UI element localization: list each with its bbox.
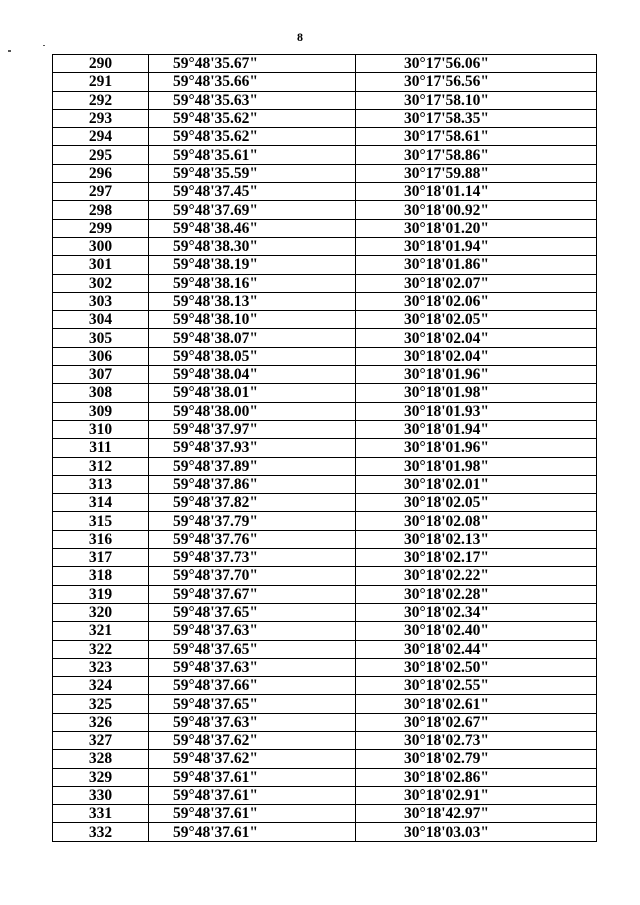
coordinates-table-body — [53, 55, 597, 842]
table-row — [53, 109, 597, 127]
latitude-cell: 59°48'37.65" — [149, 640, 356, 658]
longitude-cell: 30°17'56.56" — [356, 73, 597, 91]
table-row — [53, 402, 597, 420]
latitude-cell: 59°48'37.63" — [149, 658, 356, 676]
latitude-cell: 59°48'38.46" — [149, 219, 356, 237]
table-row — [53, 420, 597, 438]
point-number-cell: 306 — [53, 347, 149, 365]
longitude-cell: 30°17'59.88" — [356, 164, 597, 182]
scan-speck — [8, 50, 11, 52]
table-row — [53, 146, 597, 164]
longitude-cell: 30°18'02.04" — [356, 347, 597, 365]
coordinates-table — [52, 54, 597, 842]
table-row — [53, 603, 597, 621]
point-number-cell: 325 — [53, 695, 149, 713]
table-row — [53, 585, 597, 603]
latitude-cell: 59°48'37.63" — [149, 713, 356, 731]
latitude-cell: 59°48'38.13" — [149, 292, 356, 310]
latitude-cell: 59°48'38.30" — [149, 237, 356, 255]
longitude-cell: 30°17'58.86" — [356, 146, 597, 164]
longitude-cell: 30°18'02.34" — [356, 603, 597, 621]
table-row — [53, 366, 597, 384]
latitude-cell: 59°48'38.01" — [149, 384, 356, 402]
point-number-cell: 316 — [53, 530, 149, 548]
table-row — [53, 494, 597, 512]
latitude-cell: 59°48'37.62" — [149, 731, 356, 749]
table-row — [53, 640, 597, 658]
point-number-cell: 315 — [53, 512, 149, 530]
point-number-cell: 319 — [53, 585, 149, 603]
longitude-cell: 30°17'58.10" — [356, 91, 597, 109]
point-number-cell: 331 — [53, 805, 149, 823]
latitude-cell: 59°48'37.82" — [149, 494, 356, 512]
latitude-cell: 59°48'35.59" — [149, 164, 356, 182]
latitude-cell: 59°48'37.89" — [149, 457, 356, 475]
latitude-cell: 59°48'37.63" — [149, 622, 356, 640]
longitude-cell: 30°18'01.96" — [356, 366, 597, 384]
longitude-cell: 30°18'02.05" — [356, 494, 597, 512]
latitude-cell: 59°48'37.61" — [149, 786, 356, 804]
point-number-cell: 326 — [53, 713, 149, 731]
longitude-cell: 30°18'02.61" — [356, 695, 597, 713]
longitude-cell: 30°17'56.06" — [356, 55, 597, 73]
point-number-cell: 328 — [53, 750, 149, 768]
scan-speck — [43, 45, 45, 46]
longitude-cell: 30°18'02.67" — [356, 713, 597, 731]
latitude-cell: 59°48'38.16" — [149, 274, 356, 292]
point-number-cell: 299 — [53, 219, 149, 237]
longitude-cell: 30°18'02.55" — [356, 677, 597, 695]
point-number-cell: 330 — [53, 786, 149, 804]
latitude-cell: 59°48'38.05" — [149, 347, 356, 365]
table-row — [53, 91, 597, 109]
table-row — [53, 292, 597, 310]
point-number-cell: 302 — [53, 274, 149, 292]
table-row — [53, 658, 597, 676]
latitude-cell: 59°48'38.19" — [149, 256, 356, 274]
longitude-cell: 30°18'02.28" — [356, 585, 597, 603]
point-number-cell: 296 — [53, 164, 149, 182]
point-number-cell: 314 — [53, 494, 149, 512]
point-number-cell: 312 — [53, 457, 149, 475]
longitude-cell: 30°18'01.96" — [356, 439, 597, 457]
table-row — [53, 823, 597, 841]
latitude-cell: 59°48'35.61" — [149, 146, 356, 164]
point-number-cell: 329 — [53, 768, 149, 786]
table-row — [53, 329, 597, 347]
longitude-cell: 30°18'02.91" — [356, 786, 597, 804]
table-row — [53, 567, 597, 585]
latitude-cell: 59°48'37.67" — [149, 585, 356, 603]
longitude-cell: 30°18'01.93" — [356, 402, 597, 420]
point-number-cell: 320 — [53, 603, 149, 621]
point-number-cell: 295 — [53, 146, 149, 164]
longitude-cell: 30°18'02.44" — [356, 640, 597, 658]
latitude-cell: 59°48'37.45" — [149, 183, 356, 201]
longitude-cell: 30°18'02.22" — [356, 567, 597, 585]
point-number-cell: 309 — [53, 402, 149, 420]
latitude-cell: 59°48'35.62" — [149, 128, 356, 146]
longitude-cell: 30°18'02.13" — [356, 530, 597, 548]
longitude-cell: 30°18'02.79" — [356, 750, 597, 768]
table-row — [53, 805, 597, 823]
table-row — [53, 677, 597, 695]
longitude-cell: 30°18'02.05" — [356, 311, 597, 329]
longitude-cell: 30°18'01.98" — [356, 457, 597, 475]
table-row — [53, 713, 597, 731]
latitude-cell: 59°48'37.61" — [149, 823, 356, 841]
table-row — [53, 73, 597, 91]
longitude-cell: 30°18'02.06" — [356, 292, 597, 310]
table-row — [53, 384, 597, 402]
point-number-cell: 293 — [53, 109, 149, 127]
table-row — [53, 183, 597, 201]
latitude-cell: 59°48'37.73" — [149, 549, 356, 567]
table-row — [53, 622, 597, 640]
latitude-cell: 59°48'38.10" — [149, 311, 356, 329]
table-row — [53, 530, 597, 548]
point-number-cell: 301 — [53, 256, 149, 274]
point-number-cell: 308 — [53, 384, 149, 402]
table-row — [53, 347, 597, 365]
longitude-cell: 30°18'01.94" — [356, 420, 597, 438]
latitude-cell: 59°48'37.66" — [149, 677, 356, 695]
table-row — [53, 55, 597, 73]
longitude-cell: 30°17'58.35" — [356, 109, 597, 127]
point-number-cell: 297 — [53, 183, 149, 201]
table-row — [53, 695, 597, 713]
point-number-cell: 323 — [53, 658, 149, 676]
latitude-cell: 59°48'35.67" — [149, 55, 356, 73]
point-number-cell: 321 — [53, 622, 149, 640]
longitude-cell: 30°18'01.98" — [356, 384, 597, 402]
table-row — [53, 786, 597, 804]
point-number-cell: 322 — [53, 640, 149, 658]
point-number-cell: 318 — [53, 567, 149, 585]
table-row — [53, 237, 597, 255]
longitude-cell: 30°18'02.08" — [356, 512, 597, 530]
point-number-cell: 332 — [53, 823, 149, 841]
table-row — [53, 219, 597, 237]
latitude-cell: 59°48'38.04" — [149, 366, 356, 384]
longitude-cell: 30°18'02.73" — [356, 731, 597, 749]
point-number-cell: 313 — [53, 475, 149, 493]
longitude-cell: 30°18'01.20" — [356, 219, 597, 237]
table-row — [53, 311, 597, 329]
latitude-cell: 59°48'37.97" — [149, 420, 356, 438]
point-number-cell: 292 — [53, 91, 149, 109]
latitude-cell: 59°48'38.00" — [149, 402, 356, 420]
longitude-cell: 30°18'02.50" — [356, 658, 597, 676]
table-row — [53, 731, 597, 749]
latitude-cell: 59°48'37.61" — [149, 805, 356, 823]
table-row — [53, 475, 597, 493]
longitude-cell: 30°18'02.17" — [356, 549, 597, 567]
longitude-cell: 30°18'02.40" — [356, 622, 597, 640]
point-number-cell: 300 — [53, 237, 149, 255]
point-number-cell: 304 — [53, 311, 149, 329]
longitude-cell: 30°18'02.86" — [356, 768, 597, 786]
latitude-cell: 59°48'37.62" — [149, 750, 356, 768]
table-row — [53, 439, 597, 457]
latitude-cell: 59°48'35.63" — [149, 91, 356, 109]
latitude-cell: 59°48'37.86" — [149, 475, 356, 493]
latitude-cell: 59°48'37.65" — [149, 603, 356, 621]
latitude-cell: 59°48'37.93" — [149, 439, 356, 457]
point-number-cell: 298 — [53, 201, 149, 219]
longitude-cell: 30°18'02.04" — [356, 329, 597, 347]
latitude-cell: 59°48'37.70" — [149, 567, 356, 585]
point-number-cell: 310 — [53, 420, 149, 438]
point-number-cell: 294 — [53, 128, 149, 146]
page-number: 8 — [297, 30, 303, 44]
table-row — [53, 549, 597, 567]
longitude-cell: 30°18'02.07" — [356, 274, 597, 292]
latitude-cell: 59°48'35.62" — [149, 109, 356, 127]
point-number-cell: 317 — [53, 549, 149, 567]
latitude-cell: 59°48'37.65" — [149, 695, 356, 713]
point-number-cell: 324 — [53, 677, 149, 695]
table-row — [53, 457, 597, 475]
table-row — [53, 768, 597, 786]
longitude-cell: 30°18'02.01" — [356, 475, 597, 493]
latitude-cell: 59°48'37.79" — [149, 512, 356, 530]
longitude-cell: 30°18'03.03" — [356, 823, 597, 841]
longitude-cell: 30°17'58.61" — [356, 128, 597, 146]
table-row — [53, 128, 597, 146]
latitude-cell: 59°48'38.07" — [149, 329, 356, 347]
point-number-cell: 307 — [53, 366, 149, 384]
longitude-cell: 30°18'00.92" — [356, 201, 597, 219]
longitude-cell: 30°18'01.86" — [356, 256, 597, 274]
point-number-cell: 327 — [53, 731, 149, 749]
point-number-cell: 290 — [53, 55, 149, 73]
point-number-cell: 305 — [53, 329, 149, 347]
table-row — [53, 201, 597, 219]
latitude-cell: 59°48'35.66" — [149, 73, 356, 91]
latitude-cell: 59°48'37.69" — [149, 201, 356, 219]
table-row — [53, 164, 597, 182]
point-number-cell: 291 — [53, 73, 149, 91]
table-row — [53, 512, 597, 530]
table-row — [53, 750, 597, 768]
longitude-cell: 30°18'01.14" — [356, 183, 597, 201]
table-row — [53, 256, 597, 274]
longitude-cell: 30°18'01.94" — [356, 237, 597, 255]
point-number-cell: 311 — [53, 439, 149, 457]
table-row — [53, 274, 597, 292]
latitude-cell: 59°48'37.61" — [149, 768, 356, 786]
point-number-cell: 303 — [53, 292, 149, 310]
latitude-cell: 59°48'37.76" — [149, 530, 356, 548]
longitude-cell: 30°18'42.97" — [356, 805, 597, 823]
